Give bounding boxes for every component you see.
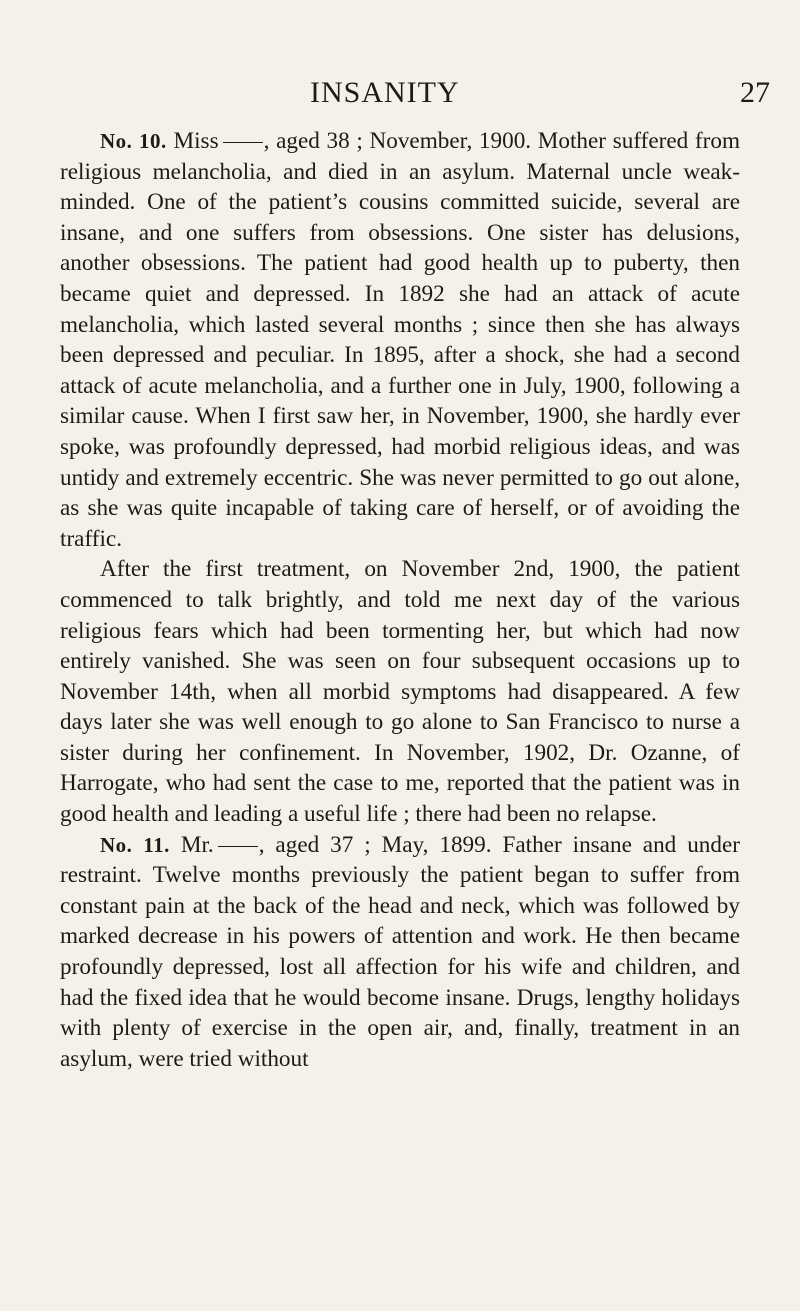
case-11-label: No. 11. [100,832,170,857]
running-title: INSANITY [310,76,460,109]
case-10-treatment-paragraph: After the first treatment, on November 2nd, 1900, the patient commenced to talk brightly, and told me next day of the various religious fears which had been tormenting her, but which had now entirely vanished. She was seen on four subsequent occasions up to November 14th, when all morbid symptoms had disappeared. A few days later she was well enough to go alone to San Francisco to nurse a sister during her confinement. In November, 1902, Dr. Ozanne, of Harrogate, who had sent the case to me, reported that the patient was in good health and leading a useful life ; there had been no relapse. [60,556,740,828]
page-number: 27 [740,76,770,109]
case-11-text: , aged 37 ; May, 1899. Father insane and under restraint. Twelve months previously the patient began to suffer from constant pain at the back of the head and neck, which was followed by marked decrease in his powers of attention and work. He then became profoundly depressed, lost all affection for his wife and children, and had the fixed idea that he would become insane. Drugs, lengthy holidays with plenty of exercise in the open air, and, finally, treatment in an asylum, were tried without [60,831,740,1072]
case-10-salutation: Miss [173,128,219,154]
name-redaction-dash [218,846,258,848]
body-text [60,126,740,1074]
case-10-text: , aged 38 ; November, 1900. Mother suffered from religious melancholia, and died in an asylum. Maternal uncle weak-minded. One of the patient’s cousins committed suicide, several are insane, and one suffers from obsessions. One sister has delusions, another obsessions. The patient had good health up to puberty, then became quiet and depressed. In 1892 she had an attack of acute melancholia, which lasted several months ; since then she has always been depressed and peculiar. In 1895, after a shock, she had a second attack of acute melancholia, and a further one in July, 1900, following a similar cause. When I first saw her, in November, 1900, she hardly ever spoke, was profoundly depressed, had morbid religious ideas, and was untidy and extremely eccentric. She was never permitted to go out alone, as she was quite incapable of taking care of herself, or of avoiding the traffic. [60,128,740,552]
running-head [0,76,800,116]
case-11-salutation: Mr. [180,831,214,858]
name-redaction-dash [223,142,263,144]
case-10-paragraph [60,126,740,554]
case-10-label: No. 10. [100,129,167,153]
case-11-paragraph [60,830,740,1075]
